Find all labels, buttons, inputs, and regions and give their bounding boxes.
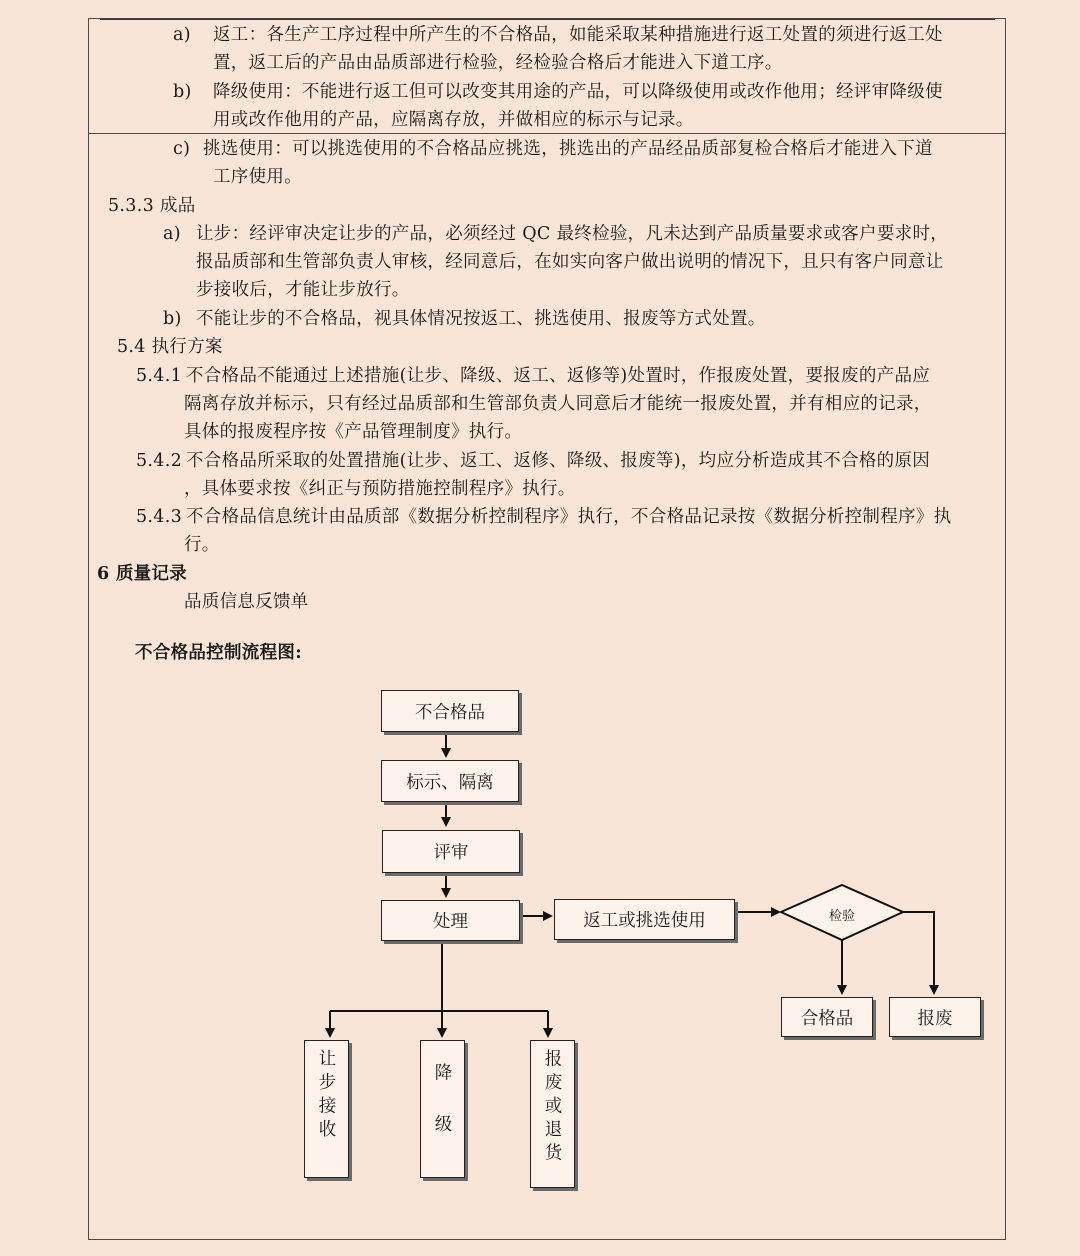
s533-a-marker: a) bbox=[163, 224, 181, 244]
s541-line2: 隔离存放并标示，只有经过品质部和生管部负责人同意后才能统一报废处置，并有相应的记录， bbox=[184, 394, 932, 414]
item-a-marker: a) bbox=[173, 25, 191, 45]
node-scrap-return-label: 报废或退货 bbox=[542, 1049, 562, 1167]
item-b-marker: b) bbox=[173, 82, 192, 102]
s542-line2: ，具体要求按《纠正与预防措施控制程序》执行。 bbox=[184, 479, 576, 499]
s533-b-marker: b) bbox=[163, 309, 182, 329]
s542-line1: 不合格品所采取的处置措施(让步、返工、返修、降级、报废等)，均应分析造成其不合格的原因 bbox=[186, 451, 931, 471]
s533-a-line2: 报品质部和生管部负责人审核，经同意后，在如实向客户做出说明的情况下，且只有客户同意让 bbox=[196, 252, 944, 272]
section-533-heading: 5.3.3 成品 bbox=[108, 196, 196, 216]
flowchart-title: 不合格品控制流程图: bbox=[135, 643, 302, 663]
s543-number: 5.4.3 bbox=[136, 507, 183, 527]
node-downgrade bbox=[420, 1040, 465, 1178]
item-b-line1: 降级使用：不能进行返工但可以改变其用途的产品，可以降级使用或改作他用；经评审降级使 bbox=[213, 82, 943, 102]
s533-a-line1: 让步：经评审决定让步的产品，必须经过 QC 最终检验，凡未达到产品质量要求或客户要求时， bbox=[196, 224, 949, 244]
node-rework-select: 返工或挑选使用 bbox=[554, 899, 735, 940]
s543-line2: 行。 bbox=[184, 535, 220, 555]
node-qualified: 合格品 bbox=[781, 997, 873, 1037]
s541-line1: 不合格品不能通过上述措施(让步、降级、返工、返修等)处置时，作报废处置，要报废的产品应 bbox=[186, 366, 931, 386]
s542-number: 5.4.2 bbox=[136, 451, 183, 471]
section-6-heading: 6 质量记录 bbox=[97, 564, 188, 584]
node-nonconforming: 不合格品 bbox=[381, 690, 519, 732]
item-a-line2: 置，返工后的产品由品质部进行检验，经检验合格后才能进入下道工序。 bbox=[213, 53, 783, 73]
node-concession-label: 让步接收 bbox=[316, 1049, 336, 1143]
item-c-line2: 工序使用。 bbox=[213, 167, 302, 187]
quality-record-item: 品质信息反馈单 bbox=[184, 592, 309, 612]
section-54-heading: 5.4 执行方案 bbox=[117, 337, 223, 357]
s541-line3: 具体的报废程序按《产品管理制度》执行。 bbox=[184, 422, 523, 442]
item-a-line1: 返工：各生产工序过程中所产生的不合格品，如能采取某种措施进行返工处置的须进行返工处 bbox=[213, 25, 943, 45]
node-downgrade-label: 降级 bbox=[432, 1063, 452, 1166]
node-scrap-return bbox=[530, 1040, 575, 1188]
inspect-label: 检验 bbox=[828, 909, 855, 924]
node-scrap: 报废 bbox=[889, 997, 981, 1037]
node-handle: 处理 bbox=[381, 900, 520, 941]
s533-b-line1: 不能让步的不合格品，视具体情况按返工、挑选使用、报废等方式处置。 bbox=[196, 309, 766, 329]
node-review: 评审 bbox=[382, 830, 520, 873]
s543-line1: 不合格品信息统计由品质部《数据分析控制程序》执行，不合格品记录按《数据分析控制程序》执 bbox=[186, 507, 952, 527]
item-c-line1: 挑选使用：可以挑选使用的不合格品应挑选，挑选出的产品经品质部复检合格后才能进入下道 bbox=[203, 139, 933, 159]
s541-number: 5.4.1 bbox=[136, 366, 183, 386]
node-concession bbox=[304, 1040, 349, 1178]
node-mark-isolate: 标示、隔离 bbox=[381, 760, 519, 802]
s533-a-line3: 步接收后，才能让步放行。 bbox=[196, 280, 410, 300]
item-b-line2: 用或改作他用的产品，应隔离存放，并做相应的标示与记录。 bbox=[213, 110, 694, 130]
item-c-marker: c) bbox=[173, 139, 191, 159]
